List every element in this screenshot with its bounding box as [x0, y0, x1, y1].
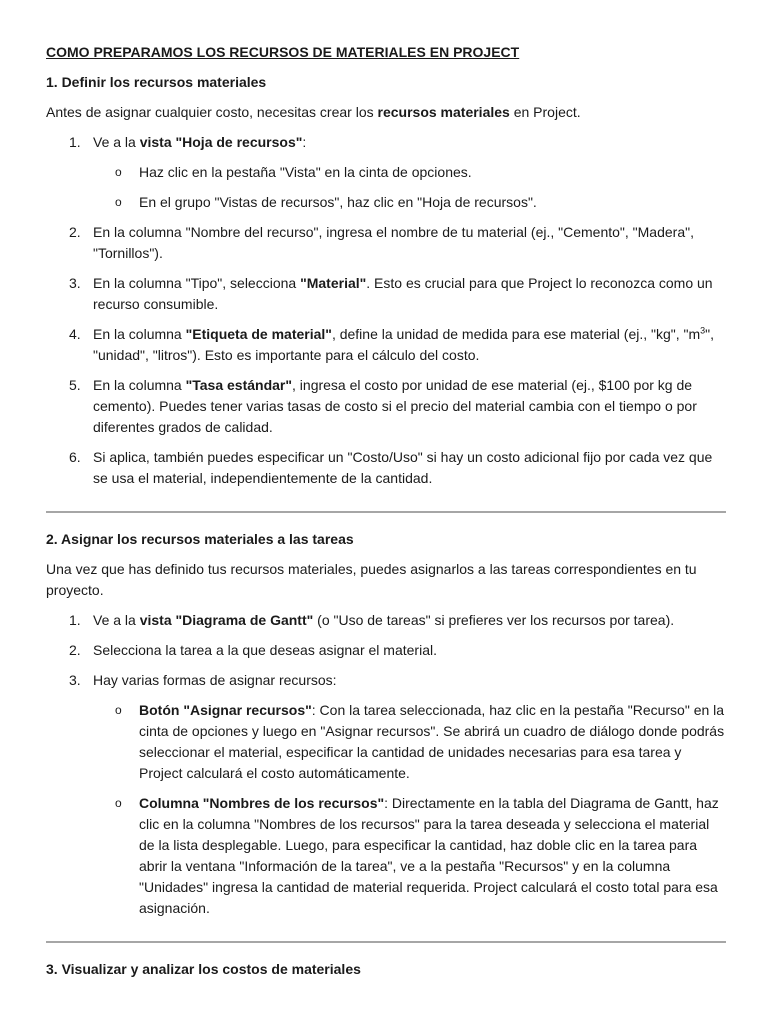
section-1-heading: 1. Definir los recursos materiales [46, 74, 267, 90]
step-number: 6. [69, 449, 81, 465]
step-text: Ve a la [93, 612, 140, 628]
list-item [46, 324, 726, 366]
sub-item-bold: Columna "Nombres de los recursos" [139, 795, 385, 811]
step-number: 4. [69, 326, 81, 342]
bullet-icon: o [115, 195, 122, 209]
step-number: 2. [69, 642, 81, 658]
step-text-end: , ingresa el costo por unidad de ese material (ej., $100 por kg de cemento). Puedes tener varias tasas de costo si el precio del material cambia con el tiempo o por diferentes grados de calidad. [93, 377, 697, 435]
sub-item-text: Haz clic en la pestaña "Vista" en la cinta de opciones. [139, 164, 472, 180]
step-text: Hay varias formas de asignar recursos: [93, 672, 337, 688]
list-item [46, 670, 726, 919]
section-1-intro [46, 102, 726, 123]
intro-text: Antes de asignar cualquier costo, necesitas crear los [46, 104, 378, 120]
step-text-end: . Esto es crucial para que Project lo reconozca como un recurso consumible. [93, 275, 713, 312]
section-1-steps [46, 132, 726, 489]
section-2-steps [46, 610, 726, 919]
list-item [46, 610, 726, 631]
sub-list-item [93, 192, 726, 213]
step-text-end: : [302, 134, 307, 150]
step-bold: "Material" [300, 275, 367, 291]
step-bold: vista "Diagrama de Gantt" [139, 612, 314, 628]
sub-item-bold: Botón "Asignar recursos" [139, 702, 312, 718]
intro-bold: recursos materiales [377, 104, 510, 120]
step-text-end: (o "Uso de tareas" si prefieres ver los recursos por tarea). [313, 612, 675, 628]
list-item [46, 640, 726, 661]
section-divider [46, 511, 726, 513]
section-2-heading: 2. Asignar los recursos materiales a las tareas [46, 531, 354, 547]
list-item [46, 447, 726, 489]
sub-list-item [93, 162, 726, 183]
document-page [46, 42, 726, 989]
step-bold: "Tasa estándar" [185, 377, 293, 393]
sub-item-text: En el grupo "Vistas de recursos", haz clic en "Hoja de recursos". [139, 194, 537, 210]
step-text: En la columna "Nombre del recurso", ingresa el nombre de tu material (ej., "Cemento", "Madera", "Tornillos"). [93, 224, 694, 261]
step-number: 3. [69, 275, 81, 291]
step-text: Ve a la [93, 134, 140, 150]
list-item [46, 222, 726, 264]
list-item [46, 273, 726, 315]
superscript: 3 [700, 325, 706, 336]
bullet-icon: o [115, 165, 122, 179]
bullet-icon: o [115, 703, 122, 717]
step-bold: vista "Hoja de recursos" [139, 134, 303, 150]
step-text: En la columna [93, 377, 186, 393]
step-text-mid: , define la unidad de medida para ese material (ej., "kg", "m [331, 326, 701, 342]
list-item [46, 375, 726, 438]
sub-list [93, 162, 726, 213]
step-number: 1. [69, 612, 81, 628]
step-number: 2. [69, 224, 81, 240]
step-text-end: ", "unidad", "litros"). Esto es importante para el cálculo del costo. [93, 326, 715, 363]
sub-list [93, 700, 726, 919]
sub-item-text: : Directamente en la tabla del Diagrama de Gantt, haz clic en la columna "Nombres de los recursos" para la tarea deseada y selecciona el material de la lista desplegable. Luego, para especificar la cantidad, haz doble clic en la tarea para abrir la ventana "Información de la tarea", ve a la pestaña "Recursos" y en la columna "Unidades" ingresa la cantidad de material requerida. Project calculará el costo total para esa asignación. [139, 795, 719, 916]
section-2-intro: Una vez que has definido tus recursos materiales, puedes asignarlos a las tareas correspondientes en tu proyecto. [46, 561, 697, 598]
bullet-icon: o [115, 796, 122, 810]
sub-list-item [93, 793, 726, 919]
step-number: 3. [69, 672, 81, 688]
sub-list-item [93, 700, 726, 784]
section-3-heading: 3. Visualizar y analizar los costos de materiales [46, 961, 361, 977]
step-text: En la columna [93, 326, 186, 342]
step-text: Si aplica, también puedes especificar un "Costo/Uso" si hay un costo adicional fijo por cada vez que se usa el material, independientemente de la cantidad. [93, 449, 713, 486]
step-text: En la columna "Tipo", selecciona [93, 275, 301, 291]
document-title: COMO PREPARAMOS LOS RECURSOS DE MATERIALES EN PROJECT [46, 44, 520, 60]
list-item [46, 132, 726, 213]
step-text: Selecciona la tarea a la que deseas asignar el material. [93, 642, 437, 658]
step-bold: "Etiqueta de material" [185, 326, 332, 342]
sub-item-text: : Con la tarea seleccionada, haz clic en la pestaña "Recurso" en la cinta de opciones y luego en "Asignar recursos". Se abrirá un cuadro de diálogo donde podrás seleccionar el material, especificar la cantidad de unidades necesarias para esa tarea y Project calculará el costo automáticamente. [139, 702, 725, 781]
section-divider [46, 941, 726, 943]
intro-text-end: en Project. [509, 104, 581, 120]
step-number: 5. [69, 377, 81, 393]
step-number: 1. [69, 134, 81, 150]
